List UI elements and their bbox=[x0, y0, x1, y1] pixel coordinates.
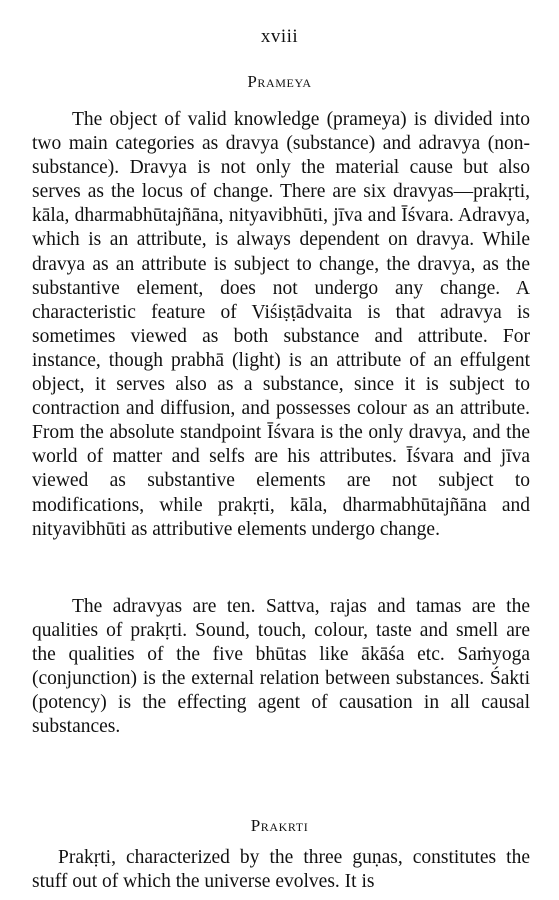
paragraph-prameya-2: The adravyas are ten. Sattva, rajas and tamas are the qualities of prakṛti. Sound, touch, colour, taste and smell are the qualities of the five bhūtas like ākāśa etc. Saṁyoga (conjunction) is the external relation between substances. Śakti (potency) is the effecting agent of causation in all causal substances. bbox=[32, 596, 530, 738]
page-number: xviii bbox=[260, 26, 299, 47]
section-heading-prameya: Prameya bbox=[247, 72, 312, 91]
paragraph-prameya-1: The object of valid knowledge (prameya) is divided into two main categories as dravya (substance) and adravya (non-substance). Dravya is not only the material cause but also serves as the locus of change. There are six dravyas—prakṛti, kāla, dharmabhūtajñāna, nityavibhūti, jīva and Īśvara. Adravya, which is an attribute, is always dependent on dravya. While dravya as an attribute is subject to change, the dravya, as the substantive element, does not undergo any change. A characteristic feature of Viśiṣṭādvaita is that adravya is sometimes viewed as both substance and attribute. For instance, though prabhā (light) is an attribute of an effulgent object, it serves also as a substance, since it is subject to contraction and diffusion, and possesses colour as an attribute. From the absolute standpoint Īśvara is the only dravya, and the world of matter and selfs are his attributes. Īśvara and jīva viewed as substantive elements are not subject to modifications, while prakṛti, kāla, dharmabhūtajñāna and nityavibhūti as attributive elements undergo change. bbox=[32, 109, 530, 540]
paragraph-prakrti-1: Prakṛti, characterized by the three guṇas, constitutes the stuff out of which the universe evolves. It is bbox=[32, 847, 530, 893]
section-heading-prakrti: Prakrti bbox=[250, 816, 309, 835]
